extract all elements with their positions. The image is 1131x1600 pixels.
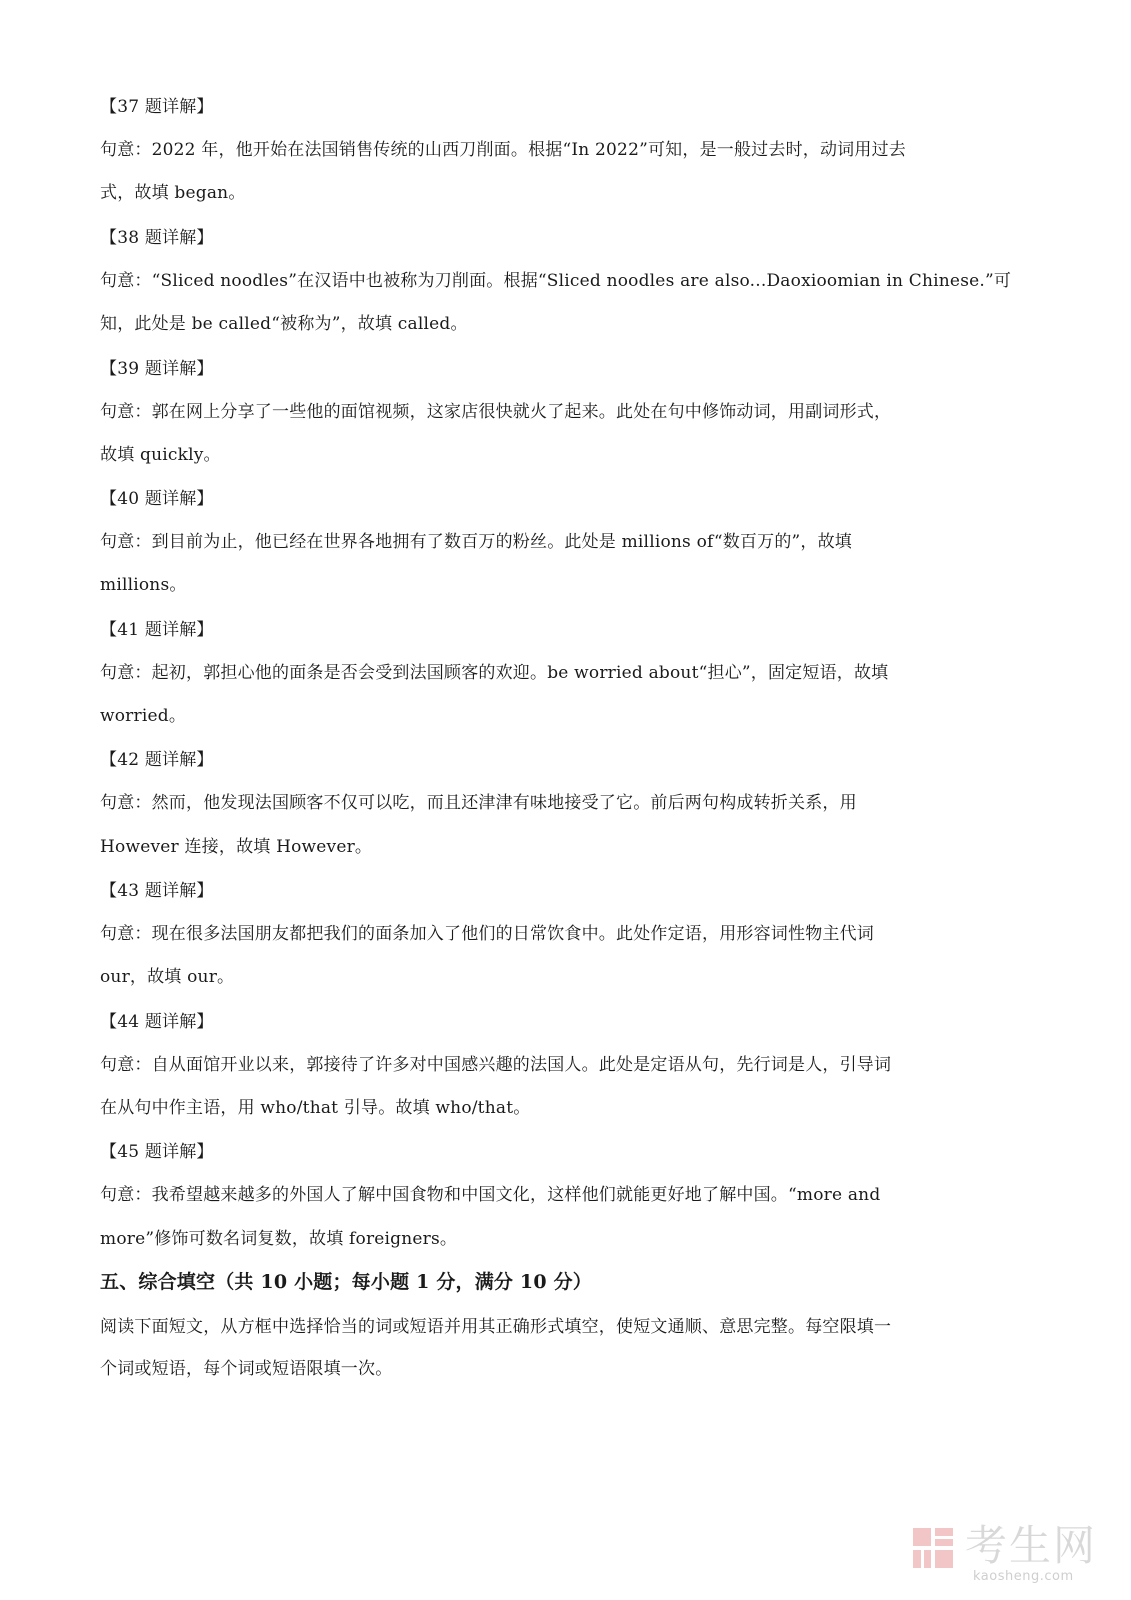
watermark-text: 考生网 — [965, 1521, 1098, 1570]
explanation-line: our，故填 our。 — [100, 967, 235, 987]
explanation-line: 句意：然而，他发现法国顾客不仅可以吃，而且还津津有味地接受了它。前后两句构成转折关系，用 — [100, 793, 857, 813]
explanation-header-40: 【40 题详解】 — [100, 489, 214, 509]
explanation-line: millions。 — [100, 575, 187, 595]
explanation-line: 句意：郭在网上分享了一些他的面馆视频，这家店很快就火了起来。此处在句中修饰动词，用副词形式， — [100, 402, 892, 422]
explanation-line: 句意：现在很多法国朋友都把我们的面条加入了他们的日常饮食中。此处作定语，用形容词性物主代词 — [100, 924, 874, 944]
explanation-line: 句意：自从面馆开业以来，郭接待了许多对中国感兴趣的法国人。此处是定语从句，先行词是人，引导词 — [100, 1055, 892, 1075]
explanation-header-37: 【37 题详解】 — [100, 97, 214, 117]
explanation-header-45: 【45 题详解】 — [100, 1142, 214, 1162]
explanation-line: 式，故填 began。 — [100, 183, 246, 203]
watermark-url: kaosheng.com — [973, 1569, 1074, 1584]
explanation-line: 句意：我希望越来越多的外国人了解中国食物和中国文化，这样他们就能更好地了解中国。“more and — [100, 1185, 881, 1205]
explanation-line: 句意：到目前为止，他已经在世界各地拥有了数百万的粉丝。此处是 millions of“数百万的”，故填 — [100, 532, 853, 552]
explanation-line: 句意：起初，郭担心他的面条是否会受到法国顾客的欢迎。be worried about“担心”，固定短语，故填 — [100, 663, 889, 683]
explanation-header-41: 【41 题详解】 — [100, 620, 214, 640]
explanation-header-42: 【42 题详解】 — [100, 750, 214, 770]
explanation-header-38: 【38 题详解】 — [100, 228, 214, 248]
explanation-line: 句意：2022 年，他开始在法国销售传统的山西刀削面。根据“In 2022”可知，是一般过去时，动词用过去 — [100, 140, 906, 160]
explanation-header-44: 【44 题详解】 — [100, 1012, 214, 1032]
explanation-line: worried。 — [100, 706, 187, 726]
explanation-line: However 连接，故填 However。 — [100, 837, 373, 857]
section-heading: 五、综合填空（共 10 小题；每小题 1 分，满分 10 分） — [100, 1271, 592, 1293]
watermark — [911, 1520, 1111, 1590]
section-instruction: 阅读下面短文，从方框中选择恰当的词或短语并用其正确形式填空，使短文通顺、意思完整。每空限填一 — [100, 1317, 892, 1337]
explanation-line: 句意：“Sliced noodles”在汉语中也被称为刀削面。根据“Sliced noodles are also...Daoxioomian in Chinese.”可 — [100, 271, 1012, 291]
explanation-line: more”修饰可数名词复数，故填 foreigners。 — [100, 1229, 458, 1249]
kaosheng-logo-icon — [911, 1526, 957, 1572]
section-instruction: 个词或短语，每个词或短语限填一次。 — [100, 1359, 393, 1379]
explanation-line: 故填 quickly。 — [100, 445, 221, 465]
explanation-line: 知，此处是 be called“被称为”，故填 called。 — [100, 314, 468, 334]
explanation-header-43: 【43 题详解】 — [100, 881, 214, 901]
explanation-line: 在从句中作主语，用 who/that 引导。故填 who/that。 — [100, 1098, 531, 1118]
explanation-header-39: 【39 题详解】 — [100, 359, 214, 379]
